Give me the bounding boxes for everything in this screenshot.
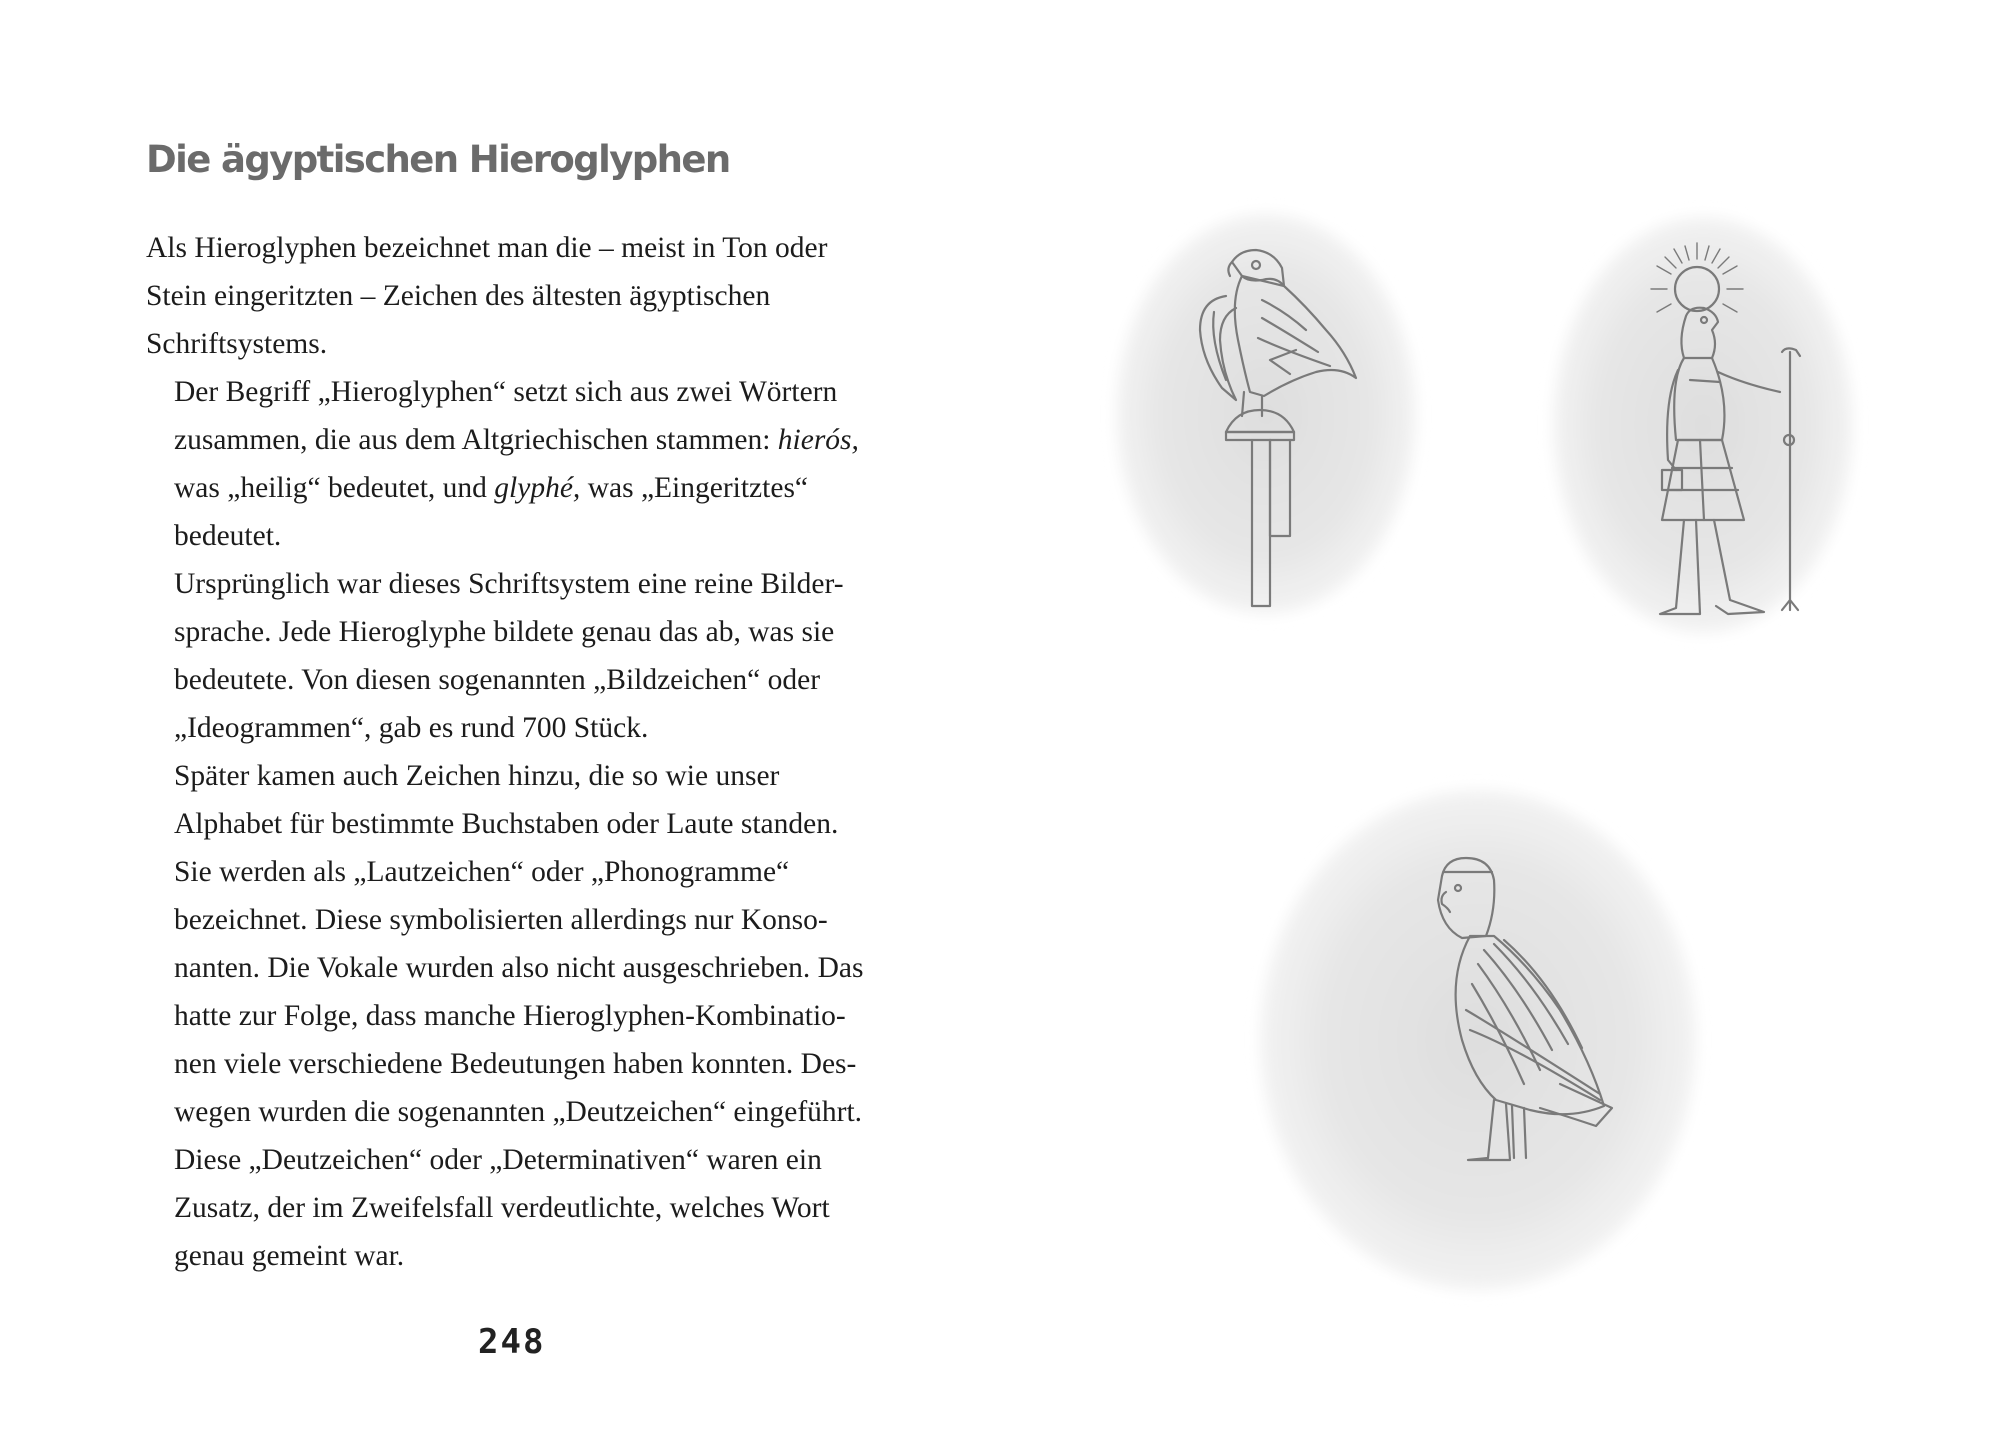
human-headed-bird-icon — [1260, 790, 1696, 1290]
stone-background — [1260, 790, 1696, 1290]
text-line: nen viele verschiedene Bedeutungen haben konnten. Des- — [174, 1048, 857, 1080]
text-line: Sie werden als „Lautzeichen“ oder „Phonogramme“ — [174, 856, 790, 888]
text-line: Als Hieroglyphen bezeichnet man die – meist in Ton oder — [146, 232, 828, 264]
page-title: Die ägyptischen Hieroglyphen — [146, 138, 730, 181]
text-line: bedeutet. — [174, 520, 282, 552]
text-line: bedeutete. Von diesen sogenannten „Bildzeichen“ oder — [174, 664, 821, 696]
text-line: Schriftsystems. — [146, 328, 328, 360]
text-line: genau gemeint war. — [174, 1240, 405, 1272]
word-glyphe: glyphé, — [494, 472, 581, 504]
text-fragment: was „Eingeritztes“ — [580, 472, 809, 504]
text-line: Später kamen auch Zeichen hinzu, die so wie unser — [174, 760, 780, 792]
text-line: Ursprünglich war dieses Schriftsystem eine reine Bilder- — [174, 568, 844, 600]
stone-background — [1553, 217, 1853, 633]
text-line: Alphabet für bestimmte Buchstaben oder Laute standen. — [174, 808, 839, 840]
text-line: Stein eingeritzten – Zeichen des ältesten ägyptischen — [146, 280, 771, 312]
sun-god-icon — [1553, 217, 1853, 633]
text-fragment: zusammen, die aus dem Altgriechischen stammen: — [174, 424, 778, 456]
text-line: Diese „Deutzeichen“ oder „Determinativen“ waren ein — [174, 1144, 822, 1176]
text-line: hatte zur Folge, dass manche Hieroglyphen-Kombinatio- — [174, 1000, 846, 1032]
stone-background — [1116, 214, 1416, 614]
text-line: sprache. Jede Hieroglyphe bildete genau das ab, was sie — [174, 616, 835, 648]
text-line: Der Begriff „Hieroglyphen“ setzt sich aus zwei Wörtern — [174, 376, 838, 408]
text-line: wegen wurden die sogenannten „Deutzeichen“ eingeführt. — [174, 1096, 863, 1128]
text-line: bezeichnet. Diese symbolisierten allerdings nur Konso- — [174, 904, 828, 936]
text-line: nanten. Die Vokale wurden also nicht ausgeschrieben. Das — [174, 952, 864, 984]
word-hieros: hierós, — [777, 424, 859, 456]
falcon-on-perch-icon — [1116, 214, 1416, 614]
text-fragment: was „heilig“ bedeutet, und — [174, 472, 495, 504]
text-line: Zusatz, der im Zweifelsfall verdeutlichte, welches Wort — [174, 1192, 830, 1224]
text-line: „Ideogrammen“, gab es rund 700 Stück. — [174, 712, 649, 744]
page-number: 248 — [478, 1322, 546, 1362]
